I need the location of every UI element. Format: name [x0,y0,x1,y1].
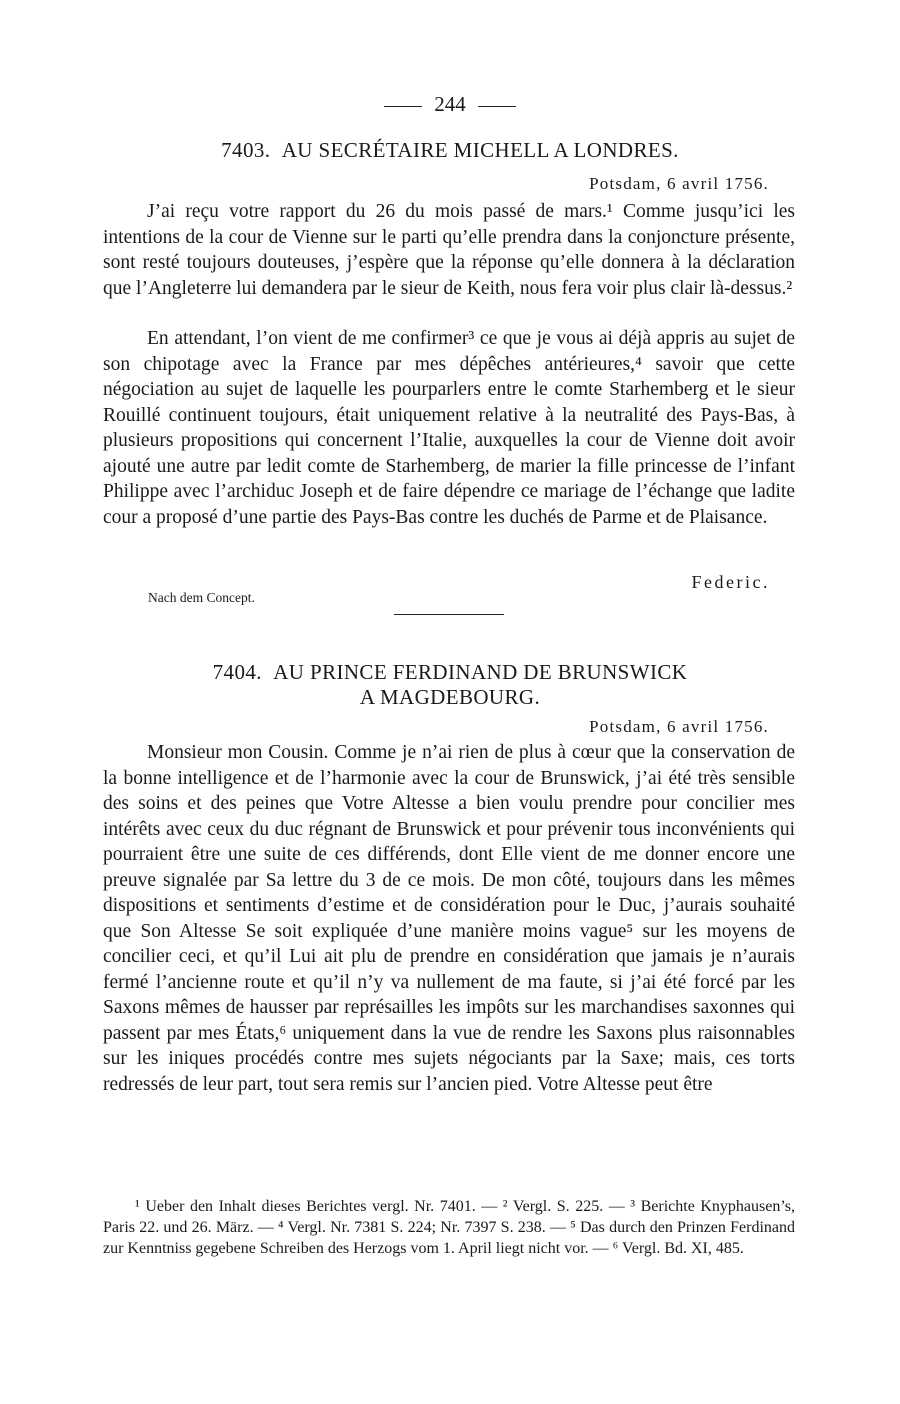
letter-7403-heading [0,138,900,163]
letter-7403-source-note: Nach dem Concept. [148,590,255,605]
letter-7403-signature: Federic. [691,572,770,592]
page-number-dash-right [478,106,516,107]
letter-7404-dateline: Potsdam, 6 avril 1756. [589,717,769,736]
page-number-text: 244 [434,92,466,116]
letter-7403-paragraph-1: J’ai reçu votre rapport du 26 du mois passé de mars.¹ Comme jusqu’ici les intentions de la cour de Vienne sur le parti qu’elle prendra dans la conjoncture présente, sont resté toujours douteuses, j’espère que la réponse qu’elle donnera à la déclaration que l’Angleterre lui demandera par le sieur de Keith, nous fera voir plus clair là-dessus.² [103,201,795,299]
letter-7403-number: 7403. [221,138,271,162]
section-divider [394,614,504,615]
letter-7403-paragraph-2: En attendant, l’on vient de me confirmer³ ce que je vous ai déjà appris au sujet de son chipotage avec la France par mes dépêches antérieures,⁴ savoir que cette négociation au sujet de laquelle les pourparlers entre le comte Starhemberg et le sieur Rouillé continuent toujours, était uniquement relative à la neutralité des Pays-Bas, à plusieurs propositions qui concernent l’Italie, auxquelles la cour de Vienne doit avoir ajouté une autre par ledit comte de Starhemberg, de marier la fille princesse de l’infant Philippe avec l’archiduc Joseph et de faire dépendre ce mariage de l’échange que ladite cour a proposé d’une partie des Pays-Bas contre les duchés de Parme et de Plaisance. [103,328,795,528]
letter-7404-title-line-2: A MAGDEBOURG. [359,685,541,709]
letter-7404-title-line-1: AU PRINCE FERDINAND DE BRUNSWICK [273,660,688,684]
page-number-dash-left [384,106,422,107]
letter-7404-number: 7404. [212,660,262,684]
letter-7403-title: AU SECRÉTAIRE MICHELL A LONDRES. [281,138,679,162]
letter-7404-paragraph-1: Monsieur mon Cousin. Comme je n’ai rien de plus à cœur que la conservation de la bonne intelligence et de l’harmonie avec la cour de Brunswick, j’ai été très sensible des soins et des peines que Votre Altesse a bien voulu prendre pour concilier mes intérêts avec ceux du duc régnant de Brunswick et pour prévenir tous inconvénients qui pourraient être une suite de ces différends, dont Elle vient de me donner encore une preuve signalée par Sa lettre du 3 de ce mois. De mon côté, toujours dans les mêmes dispositions et sentiments d’estime et de considération pour le Duc, j’aurais souhaité que Son Altesse Se soit expliquée d’une manière moins vague⁵ sur les moyens de concilier ceci, et qu’il Lui ait plu de prendre en considération que jamais je n’aurais fermé l’ancienne route et qu’il n’y va nullement de ma faute, si j’ai été forcé par les Saxons mêmes de hausser par représailles les impôts sur les marchandises saxonnes qui passent par mes États,⁶ uniquement dans la vue de rendre les Saxons plus raisonnables sur les iniques procédés contre mes sujets négociants par la Saxe; mais, ces torts redressés de leur part, tout sera remis sur l’ancien pied. Votre Altesse peut être [103,742,795,1095]
footnotes [103,1196,795,1259]
letter-7403-dateline: Potsdam, 6 avril 1756. [589,174,769,193]
page-number [0,92,900,117]
footnotes-text: ¹ Ueber den Inhalt dieses Berichtes vergl. Nr. 7401. — ² Vergl. S. 225. — ³ Berichte Knyphausen’s, Paris 22. und 26. März. — ⁴ Vergl. Nr. 7381 S. 224; Nr. 7397 S. 238. — ⁵ Das durch den Prinzen Ferdinand zur Kenntniss gegebene Schreiben des Herzogs vom 1. April liegt nicht vor. — ⁶ Vergl. Bd. XI, 485. [103,1198,795,1257]
letter-7404-heading [0,660,900,710]
